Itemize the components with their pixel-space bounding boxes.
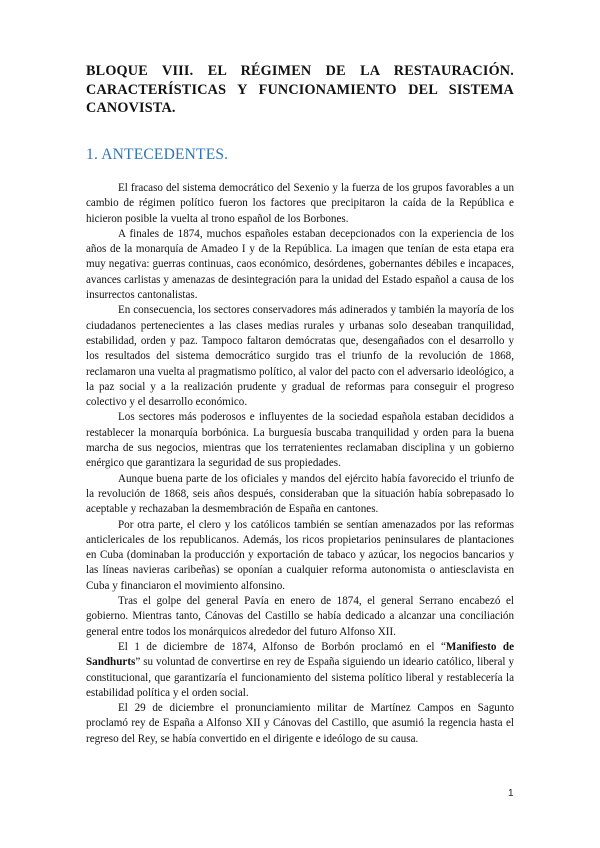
section-heading: 1. ANTECEDENTES. <box>86 146 229 163</box>
paragraph-8-before: El 1 de diciembre de 1874, Alfonso de Borbón proclamó en el “ <box>118 640 446 653</box>
paragraph-7: Tras el golpe del general Pavía en enero de 1874, el general Serrano encabezó el gobierno. Mientras tanto, Cánovas del Castillo se había dedicado a alcanzar una conciliación general entre todos los monárquicos alrededor del futuro Alfonso XII. <box>86 595 514 638</box>
paragraph-3: En consecuencia, los sectores conservadores más adinerados y también la mayoría de los ciudadanos pertenecientes a las clases medias rurales y urbanas solo deseaban tranquilidad, estabilidad, orden y paz. Tampoco faltaron demócratas que, desengañados con el desarrollo y los resultados del sistema democrático surgido tras el triunfo de la revolución de 1868, reclamaron una vuelta al pragmatismo político, al valor del pacto con el adversario ideológico, a la paz social y a la realización prudente y gradual de reformas para conseguir el progreso colectivo y el desarrollo económico. <box>86 304 514 409</box>
paragraph-2: A finales de 1874, muchos españoles estaban decepcionados con la experiencia de los años de la monarquía de Amadeo I y de la República. La imagen que tenían de esta etapa era muy negativa: guerras continuas, caos económico, desórdenes, gobernantes débiles e incapaces, avances carlistas y amenazas de desintegración para la unidad del Estado español a causa de los insurrectos cantonalistas. <box>86 227 514 302</box>
paragraph-9: El 29 de diciembre el pronunciamiento militar de Martínez Campos en Sagunto proclamó rey de España a Alfonso XII y Cánovas del Castillo, que asumió la regencia hasta el regreso del Rey, se había convertido en el dirigente e ideólogo de su causa. <box>86 702 514 745</box>
body-text <box>86 181 514 747</box>
paragraph-6: Por otra parte, el clero y los católicos también se sentían amenazados por las reformas anticlericales de los republicanos. Además, los ricos propietarios peninsulares de plantaciones en Cuba (dominaban la producción y exportación de tabaco y azúcar, los negocios bancarios y las líneas navieras caribeñas) se oponían a cualquier reforma autonomista o antiesclavista en Cuba y financiaron el movimiento alfonsino. <box>86 518 514 592</box>
page-number: 1 <box>508 788 514 799</box>
paragraph-5: Aunque buena parte de los oficiales y mandos del ejército había favorecido el triunfo de la revolución de 1868, seis años después, consideraban que la situación había sobrepasado lo aceptable y rechazaban la desmembración de España en cantones. <box>86 472 514 516</box>
paragraph-4: Los sectores más poderosos e influyentes de la sociedad española estaban decididos a restablecer la monarquía borbónica. La burguesía buscaba tranquilidad y orden para la buena marcha de sus negocios, mientras que los terratenientes reclamaban disciplina y un gobierno enérgico que garantizara la seguridad de sus propiedades. <box>86 411 514 470</box>
paragraph-8-after: ” su voluntad de convertirse en rey de España siguiendo un ideario católico, liberal y constitucional, que garantizaría el funcionamiento del sistema político liberal y restablecería la estabilidad política y el orden social. <box>86 656 514 699</box>
manifesto-name: Manifiesto de Sandhurts <box>86 640 514 669</box>
document-title: BLOQUE VIII. EL RÉGIMEN DE LA RESTAURACIÓN. CARACTERÍSTICAS Y FUNCIONAMIENTO DEL SISTEMA CANOVISTA. <box>86 63 514 116</box>
paragraph-1: El fracaso del sistema democrático del Sexenio y la fuerza de los grupos favorables a un cambio de régimen político fueron los factores que precipitaron la caída de la República e hicieron posible la vuelta al trono español de los Borbones. <box>86 182 514 225</box>
paragraph-8 <box>86 640 514 701</box>
